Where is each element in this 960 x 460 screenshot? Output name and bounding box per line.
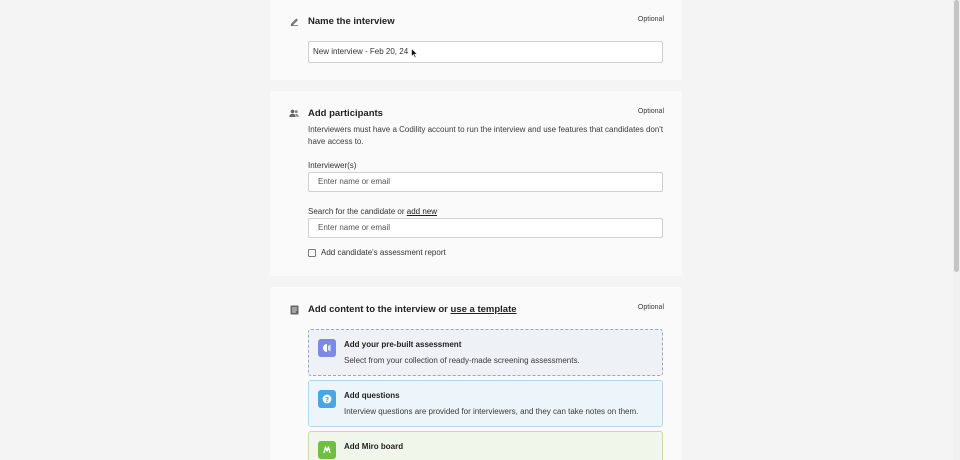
option-title: Add your pre-built assessment xyxy=(344,340,462,349)
candidate-label xyxy=(308,207,437,216)
scrollbar-thumb[interactable] xyxy=(954,0,959,272)
mouse-cursor-icon xyxy=(411,48,418,59)
option-description: Interview questions are provided for interviewers, and they can take notes on them. xyxy=(344,407,639,416)
pencil-icon xyxy=(289,16,299,26)
assessment-report-checkbox-row[interactable] xyxy=(308,248,446,257)
option-title: Add questions xyxy=(344,391,400,400)
interview-name-input[interactable]: New interview - Feb 20, 24 xyxy=(308,41,663,63)
option-title: Add Miro board xyxy=(344,442,404,451)
add-new-candidate-link[interactable]: add new xyxy=(406,207,437,216)
assessment-icon xyxy=(318,339,336,357)
participants-card xyxy=(270,91,682,276)
interviewers-input[interactable]: Enter name or email xyxy=(308,172,663,192)
interviewers-label: Interviewer(s) xyxy=(308,161,357,170)
assessment-report-checkbox[interactable] xyxy=(308,249,316,257)
people-icon xyxy=(289,108,299,118)
add-miro-board-option[interactable] xyxy=(308,431,663,460)
content-title-text: Add content to the interview or xyxy=(308,304,448,315)
participants-description: Interviewers must have a Codility account to run the interview and use features that candidates don't have access to. xyxy=(308,125,664,146)
miro-board-icon xyxy=(318,441,336,459)
add-assessment-option[interactable] xyxy=(308,329,663,376)
optional-label: Optional xyxy=(637,108,664,115)
option-description: Select from your collection of ready-made screening assessments. xyxy=(344,356,580,365)
candidate-search-input[interactable]: Enter name or email xyxy=(308,218,663,238)
card-title-name: Name the interview xyxy=(308,16,395,27)
optional-label: Optional xyxy=(637,16,664,23)
document-icon xyxy=(289,305,299,315)
page-scrollbar[interactable] xyxy=(953,0,960,460)
svg-text:?: ? xyxy=(324,395,330,404)
question-icon xyxy=(318,390,336,408)
candidate-label-text: Search for the candidate or xyxy=(308,207,405,216)
card-title-participants: Add participants xyxy=(308,108,383,119)
optional-label: Optional xyxy=(637,304,664,311)
name-interview-card xyxy=(270,0,682,80)
use-template-link[interactable]: use a template xyxy=(450,304,517,315)
content-card xyxy=(270,287,682,460)
add-questions-option[interactable] xyxy=(308,380,663,427)
card-title-content xyxy=(308,304,517,315)
assessment-report-label: Add candidate's assessment report xyxy=(321,248,446,257)
